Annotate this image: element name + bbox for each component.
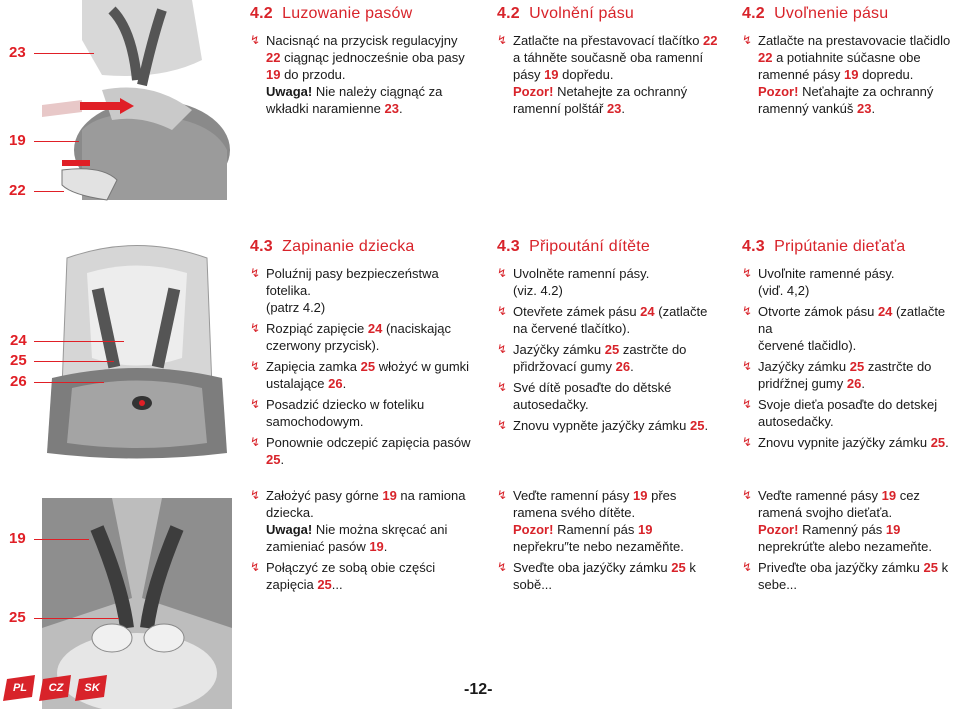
instruction-line <box>758 434 960 451</box>
instruction-item <box>742 358 960 392</box>
section-number: 4.3 <box>497 238 520 255</box>
section-heading <box>250 5 485 22</box>
callout-19-bottom: 19 <box>9 530 26 547</box>
instruction-text: (patrz 4.2) <box>266 300 326 315</box>
leader-line <box>34 382 104 383</box>
instruction-text: (viz. 4.2) <box>513 283 563 298</box>
instruction-line <box>758 538 960 555</box>
instruction-line <box>513 521 732 538</box>
instruction-text: Nie można skręcać ani <box>312 522 448 537</box>
arrow-bullet-icon: ↯ <box>742 488 753 502</box>
instruction-text: zastrčte do <box>864 359 932 374</box>
instruction-text: Posadzić dziecko w foteliku <box>266 397 425 412</box>
instruction-text: (viď. 4,2) <box>758 283 810 298</box>
instruction-line <box>266 451 485 468</box>
instruction-text: pásy <box>513 67 545 82</box>
reference-number: Pozor! <box>758 522 799 537</box>
heading-spacer <box>765 238 774 255</box>
instruction-text: do przodu. <box>280 67 346 82</box>
reference-number: Pozor! <box>513 84 554 99</box>
heading-spacer <box>273 238 282 255</box>
arrow-bullet-icon: ↯ <box>742 33 753 47</box>
instruction-item <box>497 417 732 434</box>
section-number: 4.3 <box>250 238 273 255</box>
instruction-line <box>513 66 732 83</box>
instruction-text: fotelika. <box>266 283 311 298</box>
section-heading <box>250 238 485 255</box>
instruction-item <box>250 320 485 354</box>
instruction-line <box>758 504 960 521</box>
reference-number: 26 <box>615 359 631 374</box>
instruction-line <box>266 538 485 555</box>
instruction-text: Jazýčky zámku <box>758 359 850 374</box>
arrow-bullet-icon: ↯ <box>497 380 508 394</box>
instruction-text: ramenný vankúš <box>758 101 857 116</box>
instruction-line <box>758 49 960 66</box>
instruction-line <box>513 576 732 593</box>
instruction-text: samochodowym. <box>266 414 364 429</box>
reference-number: 25 <box>317 577 332 592</box>
instruction-text: Ponownie odczepić zapięcia pasów <box>266 435 471 450</box>
section-number: 4.2 <box>497 5 520 22</box>
instruction-line <box>513 49 732 66</box>
instruction-text: Połączyć ze sobą obie części <box>266 560 436 575</box>
arrow-bullet-icon: ↯ <box>742 397 753 411</box>
reference-number: 24 <box>640 304 655 319</box>
leader-line <box>34 341 124 342</box>
instruction-line <box>513 83 732 100</box>
instruction-line <box>513 265 732 282</box>
arrow-bullet-icon: ↯ <box>250 435 261 449</box>
arrow-bullet-icon: ↯ <box>742 435 753 449</box>
section-cz-4-2 <box>497 5 732 121</box>
instruction-text: sobě... <box>513 577 553 592</box>
flag-sk-label: SK <box>84 682 100 694</box>
instruction-text: Veďte ramenní pásy <box>513 488 634 503</box>
instruction-text: na červené tlačítko). <box>513 321 631 336</box>
instruction-item <box>742 32 960 117</box>
instruction-text: . <box>280 452 285 467</box>
photo-loosening-harness <box>42 0 232 215</box>
leader-line <box>34 53 94 54</box>
instruction-text: . <box>342 376 347 391</box>
warning-label: Uwaga! <box>266 522 313 537</box>
section-title: Připoutání dítěte <box>529 238 650 255</box>
instruction-line <box>266 320 485 337</box>
leader-line <box>34 361 114 362</box>
instruction-item <box>742 303 960 354</box>
instruction-line <box>266 66 485 83</box>
instruction-text: nepřekru″te nebo nezaměňte. <box>513 539 684 554</box>
instruction-line <box>758 282 960 299</box>
arrow-bullet-icon: ↯ <box>250 321 261 335</box>
page-number: -12- <box>464 681 493 698</box>
arrow-bullet-icon: ↯ <box>250 359 261 373</box>
section-sk-4-3 <box>742 238 960 455</box>
callout-24: 24 <box>10 332 27 349</box>
leader-line <box>34 618 119 619</box>
instruction-line <box>513 32 732 49</box>
section-sk-4-2 <box>742 5 960 121</box>
callout-25: 25 <box>10 352 27 369</box>
instruction-line <box>758 83 960 100</box>
instruction-item <box>742 396 960 430</box>
reference-number: 19 <box>633 488 648 503</box>
instruction-text: Ramenní pás <box>553 522 638 537</box>
heading-spacer <box>520 5 529 22</box>
instruction-text: (naciskając <box>382 321 451 336</box>
instruction-item <box>250 396 485 430</box>
instruction-text: Svoje dieťa posaďte do detskej <box>758 397 938 412</box>
heading-spacer <box>273 5 282 22</box>
reference-number: 26 <box>846 376 862 391</box>
instruction-text: Nie należy ciągnąć za <box>312 84 443 99</box>
instruction-line <box>266 434 485 451</box>
instruction-line <box>266 396 485 413</box>
instruction-text: k <box>937 560 949 575</box>
instruction-line <box>266 358 485 375</box>
instruction-item <box>497 559 732 593</box>
instruction-text: zamieniać pasów <box>266 539 370 554</box>
leader-line <box>34 191 64 192</box>
instruction-line <box>266 32 485 49</box>
arrow-bullet-icon: ↯ <box>497 488 508 502</box>
instruction-text: dopredu. <box>858 67 914 82</box>
reference-number: 19 <box>382 488 397 503</box>
instruction-line <box>758 487 960 504</box>
instruction-text: (zatlačte na <box>758 304 946 336</box>
reference-number: 24 <box>367 321 383 336</box>
instruction-line <box>513 559 732 576</box>
instruction-item <box>250 434 485 468</box>
instruction-line <box>758 576 960 593</box>
instruction-item <box>742 265 960 299</box>
section-title: Uvolnění pásu <box>529 5 635 22</box>
instruction-item <box>497 32 732 117</box>
arrow-bullet-icon: ↯ <box>497 304 508 318</box>
instruction-line <box>266 337 485 354</box>
instruction-text: . <box>630 359 634 374</box>
arrow-bullet-icon: ↯ <box>250 488 261 502</box>
instruction-item <box>250 559 485 593</box>
reference-number: 23 <box>857 101 872 116</box>
instruction-line <box>758 100 960 117</box>
instruction-text: Jazýčky zámku <box>513 342 605 357</box>
instruction-text: Znovu vypněte jazýčky zámku <box>513 418 691 433</box>
instruction-item <box>497 341 732 375</box>
section-pl-cont <box>250 487 485 597</box>
arrow-bullet-icon: ↯ <box>742 266 753 280</box>
arrow-bullet-icon: ↯ <box>742 304 753 318</box>
arrow-bullet-icon: ↯ <box>250 560 261 574</box>
instruction-text: . <box>383 539 388 554</box>
arrow-bullet-icon: ↯ <box>742 560 753 574</box>
instruction-line <box>758 265 960 282</box>
section-title: Uvoľnenie pásu <box>774 5 889 22</box>
arrow-bullet-icon: ↯ <box>497 560 508 574</box>
section-heading <box>497 238 732 255</box>
reference-number: Pozor! <box>758 84 799 99</box>
instruction-text: ciągnąc jednocześnie oba pasy <box>280 50 465 65</box>
instruction-item <box>250 358 485 392</box>
instruction-text: . <box>861 376 865 391</box>
instruction-item <box>497 265 732 299</box>
reference-number: 25 <box>604 342 620 357</box>
instruction-line <box>266 375 485 392</box>
reference-number: 25 <box>266 452 281 467</box>
instruction-text: na ramiona <box>396 488 466 503</box>
instruction-text: ramenní polštář <box>513 101 607 116</box>
section-cz-4-3 <box>497 238 732 438</box>
instruction-text: . <box>398 101 403 116</box>
instruction-line <box>758 559 960 576</box>
leader-line <box>34 141 79 142</box>
instruction-text: ramena svého dítěte. <box>513 505 636 520</box>
instruction-line <box>513 282 732 299</box>
instruction-line <box>513 396 732 413</box>
reference-number: 19 <box>638 522 653 537</box>
instruction-text: włożyć w gumki <box>375 359 470 374</box>
instruction-line <box>758 396 960 413</box>
instruction-text: k <box>685 560 696 575</box>
reference-number: 19 <box>885 522 901 537</box>
flag-cz-label: CZ <box>48 682 64 694</box>
instruction-line <box>758 66 960 83</box>
instruction-text: Sveďte oba jazýčky zámku <box>513 560 672 575</box>
instruction-line <box>758 358 960 375</box>
instruction-text: autosedačky. <box>513 397 589 412</box>
section-number: 4.3 <box>742 238 765 255</box>
instruction-text: ramená svojho dieťaťa. <box>758 505 893 520</box>
arrow-bullet-icon: ↯ <box>742 359 753 373</box>
instruction-line <box>758 32 960 49</box>
instruction-text: Rozpiąć zapięcie <box>266 321 368 336</box>
instruction-text: Ramenný pás <box>798 522 886 537</box>
instruction-text: dopředu. <box>558 67 614 82</box>
callout-26: 26 <box>10 373 27 390</box>
instruction-text: ramenné pásy <box>758 67 844 82</box>
callout-19-top: 19 <box>9 132 26 149</box>
reference-number: 25 <box>930 435 946 450</box>
instruction-line <box>758 303 960 337</box>
section-cz-cont <box>497 487 732 597</box>
instruction-item <box>497 487 732 555</box>
flag-pl-badge <box>3 675 37 703</box>
instruction-item <box>250 265 485 316</box>
instruction-text: Neťahajte za ochranný <box>798 84 934 99</box>
reference-number: 22 <box>758 50 773 65</box>
callout-23: 23 <box>9 44 26 61</box>
photo-seat-buckle <box>42 238 232 464</box>
callout-22: 22 <box>9 182 26 199</box>
instruction-line <box>266 559 485 576</box>
instruction-line <box>513 417 732 434</box>
instruction-line <box>266 100 485 117</box>
instruction-text: Otvorte zámok pásu <box>758 304 878 319</box>
instruction-text: a potiahnite súčasne obe <box>772 50 921 65</box>
instruction-line <box>758 521 960 538</box>
section-heading <box>497 5 732 22</box>
reference-number: 19 <box>844 67 859 82</box>
instruction-text: a táhněte současně oba ramenní <box>513 50 704 65</box>
callout-25-bottom: 25 <box>9 609 26 626</box>
instruction-line <box>513 379 732 396</box>
instruction-text: Zatlačte na přestavovací tlačítko <box>513 33 704 48</box>
instruction-text: Veďte ramenné pásy <box>758 488 882 503</box>
instruction-text: Założyć pasy górne <box>266 488 383 503</box>
instruction-item <box>742 434 960 451</box>
instruction-line <box>266 282 485 299</box>
section-heading <box>742 5 960 22</box>
instruction-text: wkładki naramienne <box>266 101 385 116</box>
instruction-item <box>742 559 960 593</box>
section-title: Zapinanie dziecka <box>282 238 415 255</box>
instruction-line <box>513 358 732 375</box>
section-number: 4.2 <box>742 5 765 22</box>
warning-label: Uwaga! <box>266 84 313 99</box>
reference-number: Pozor! <box>513 522 554 537</box>
instruction-line <box>513 504 732 521</box>
instruction-text: neprekrúťte alebo nezameňte. <box>758 539 932 554</box>
section-heading <box>742 238 960 255</box>
heading-spacer <box>765 5 774 22</box>
instruction-text: Své dítě posaďte do dětské <box>513 380 672 395</box>
instruction-text: . <box>871 101 876 116</box>
reference-number: 22 <box>266 50 281 65</box>
instruction-item <box>742 487 960 555</box>
instruction-line <box>266 49 485 66</box>
arrow-bullet-icon: ↯ <box>250 33 261 47</box>
arrow-bullet-icon: ↯ <box>250 397 261 411</box>
instruction-text: pridŕžnej gumy <box>758 376 847 391</box>
instruction-text: autosedačky. <box>758 414 834 429</box>
instruction-line <box>266 299 485 316</box>
instruction-text: ... <box>331 577 343 592</box>
instruction-text: Zatlačte na prestavovacie tlačidlo <box>758 33 951 48</box>
reference-number: 25 <box>690 418 705 433</box>
instruction-text: czerwony przycisk). <box>266 338 380 353</box>
instruction-text: přidržovací gumy <box>513 359 616 374</box>
arrow-bullet-icon: ↯ <box>497 342 508 356</box>
section-number: 4.2 <box>250 5 273 22</box>
instruction-text: Zapięcia zamka <box>266 359 361 374</box>
instruction-text: Otevřete zámek pásu <box>513 304 641 319</box>
instruction-text: Poluźnij pasy bezpieczeństwa <box>266 266 439 281</box>
leader-line <box>34 539 89 540</box>
reference-number: 25 <box>923 560 938 575</box>
flag-pl-label: PL <box>12 682 28 694</box>
instruction-text: Znovu vypnite jazýčky zámku <box>758 435 931 450</box>
reference-number: 25 <box>671 560 686 575</box>
instruction-line <box>513 538 732 555</box>
section-title: Pripútanie dieťaťa <box>774 238 906 255</box>
instruction-text: červené tlačidlo). <box>758 338 857 353</box>
section-pl-4-3 <box>250 238 485 472</box>
section-title: Luzowanie pasów <box>282 5 413 22</box>
instruction-line <box>266 576 485 593</box>
instruction-text: . <box>621 101 626 116</box>
instruction-line <box>758 337 960 354</box>
reference-number: 26 <box>328 376 343 391</box>
arrow-bullet-icon: ↯ <box>497 266 508 280</box>
instruction-text: . <box>704 418 709 433</box>
instruction-line <box>513 303 732 320</box>
instruction-line <box>266 504 485 521</box>
instruction-line <box>266 83 485 100</box>
instruction-line <box>758 375 960 392</box>
arrow-bullet-icon: ↯ <box>250 266 261 280</box>
reference-number: 19 <box>544 67 559 82</box>
instruction-line <box>513 320 732 337</box>
flag-cz-badge <box>39 675 73 703</box>
instruction-text: Nacisnąć na przycisk regulacyjny <box>266 33 458 48</box>
heading-spacer <box>520 238 529 255</box>
instruction-text: ustalające <box>266 376 329 391</box>
instruction-item <box>497 379 732 413</box>
instruction-line <box>266 265 485 282</box>
reference-number: 23 <box>606 101 622 116</box>
instruction-text: sebe... <box>758 577 798 592</box>
instruction-text: Netahejte za ochranný <box>553 84 688 99</box>
instruction-text: přes <box>647 488 677 503</box>
reference-number: 19 <box>881 488 897 503</box>
instruction-text: zapięcia <box>266 577 318 592</box>
instruction-line <box>758 413 960 430</box>
instruction-text: Uvoľnite ramenné pásy. <box>758 266 895 281</box>
instruction-text: (zatlačte <box>654 304 708 319</box>
reference-number: 23 <box>384 101 399 116</box>
reference-number: 19 <box>369 539 384 554</box>
arrow-bullet-icon: ↯ <box>497 418 508 432</box>
instruction-item <box>497 303 732 337</box>
instruction-line <box>513 487 732 504</box>
instruction-line <box>513 341 732 358</box>
instruction-text: Priveďte oba jazýčky zámku <box>758 560 924 575</box>
instruction-line <box>266 413 485 430</box>
instruction-item <box>250 32 485 117</box>
reference-number: 19 <box>266 67 281 82</box>
flag-sk-badge <box>75 675 109 703</box>
instruction-text: Uvolněte ramenní pásy. <box>513 266 650 281</box>
instruction-text: zastrčte do <box>619 342 687 357</box>
arrow-bullet-icon: ↯ <box>497 33 508 47</box>
instruction-text: cez <box>896 488 920 503</box>
instruction-line <box>266 521 485 538</box>
section-pl-4-2 <box>250 5 485 121</box>
reference-number: 25 <box>849 359 865 374</box>
instruction-line <box>513 100 732 117</box>
instruction-item <box>250 487 485 555</box>
instruction-text: dziecka. <box>266 505 314 520</box>
reference-number: 25 <box>360 359 376 374</box>
instruction-line <box>266 487 485 504</box>
reference-number: 24 <box>877 304 893 319</box>
section-sk-cont <box>742 487 960 597</box>
reference-number: 22 <box>703 33 718 48</box>
instruction-text: . <box>945 435 949 450</box>
